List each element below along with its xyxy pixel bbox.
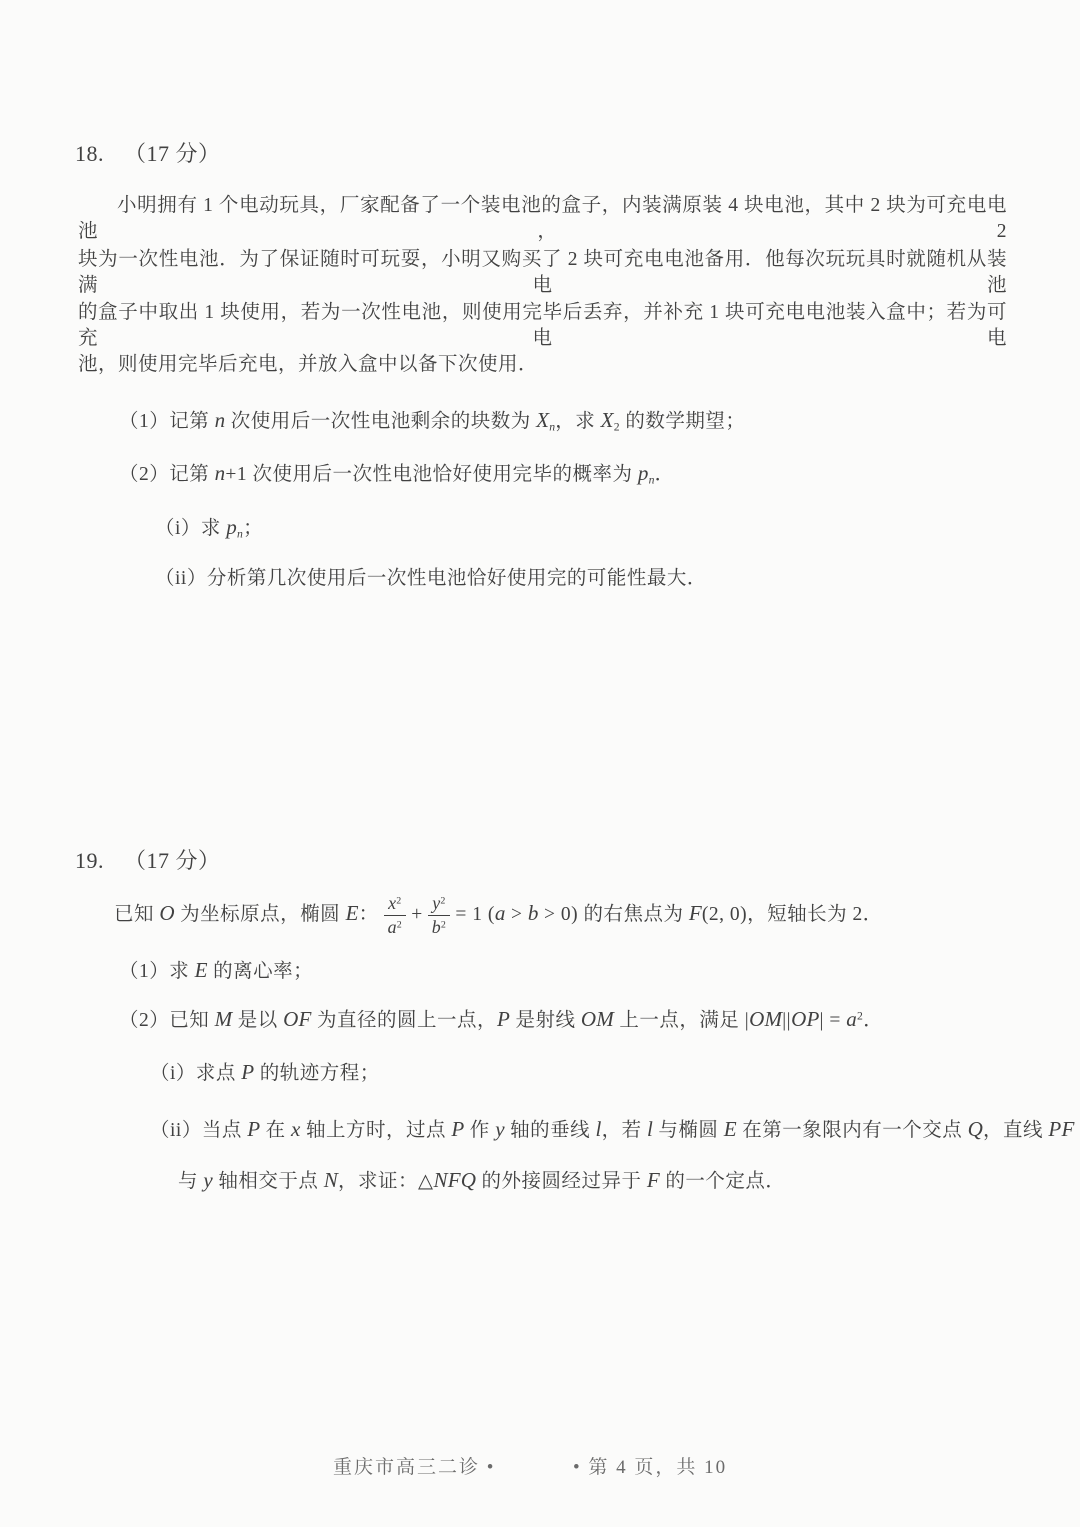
q18-para-line-2: 块为一次性电池．为了保证随时可玩耍，小明又购买了 2 块可充电电池备用．他每次玩玩具时就随机从装满电池 <box>78 249 1007 297</box>
fraction: $\frac{y^2}{b^2}$ <box>428 893 451 938</box>
q18-para-line-1: 小明拥有 1 个电动玩具，厂家配备了一个装电池的盒子，内装满原装 4 块电池，其中 2 块为可充电电池，2 <box>78 195 1007 243</box>
q18-heading <box>75 139 221 169</box>
q18-item-2: （2）记第 n+1 次使用后一次性电池恰好使用完毕的概率为 pn． <box>119 461 675 487</box>
q19-points: （17 分） <box>124 848 221 873</box>
q18-subitem-ii: （ii）分析第几次使用后一次性电池恰好使用完的可能性最大． <box>155 568 707 589</box>
footer-page-indicator: • 第 4 页，共 10 <box>573 1457 728 1478</box>
q19-number: 19. <box>75 848 104 873</box>
q18-number: 18. <box>75 141 104 166</box>
q19-intro: 已知 O 为坐标原点，椭圆 E： $\frac{x^2}{a^2}$ + $\frac{y^2}{b^2}$ = 1 (a > b > 0) 的右焦点为 F(2, 0)，短轴长为 2． <box>114 893 883 938</box>
q18-points: （17 分） <box>124 141 221 166</box>
footer-exam-name: 重庆市高三二诊 • <box>333 1457 496 1478</box>
q19-item-1: （1）求 E 的离心率； <box>119 958 314 982</box>
q19-subitem-ii-line-1: （ii）当点 P 在 x 轴上方时，过点 P 作 y 轴的垂线 l，若 l 与椭圆 E 在第一象限内有一个交点 Q，直线 PF <box>150 1117 1075 1141</box>
q18-subitem-i: （i）求 pn； <box>155 515 264 541</box>
q18-item-1: （1）记第 n 次使用后一次性电池剩余的块数为 Xn，求 X2 的数学期望； <box>119 408 746 434</box>
q18-para-line-4: 池，则使用完毕后充电，并放入盒中以备下次使用． <box>78 354 539 375</box>
q19-subitem-ii-line-2: 与 y 轴相交于点 N，求证：△NFQ 的外接圆经过异于 F 的一个定点． <box>178 1168 786 1192</box>
q19-subitem-i: （i）求点 P 的轨迹方程； <box>150 1060 380 1084</box>
q18-para-line-3: 的盒子中取出 1 块使用，若为一次性电池，则使用完毕后丢弃，并补充 1 块可充电电池装入盒中；若为可充电电 <box>78 302 1007 350</box>
q19-heading <box>75 846 221 876</box>
fraction: $\frac{x^2}{a^2}$ <box>384 893 407 938</box>
q19-item-2: （2）已知 M 是以 OF 为直径的圆上一点，P 是射线 OM 上一点，满足 $|OM||OP| = a^2$． <box>119 1007 884 1031</box>
